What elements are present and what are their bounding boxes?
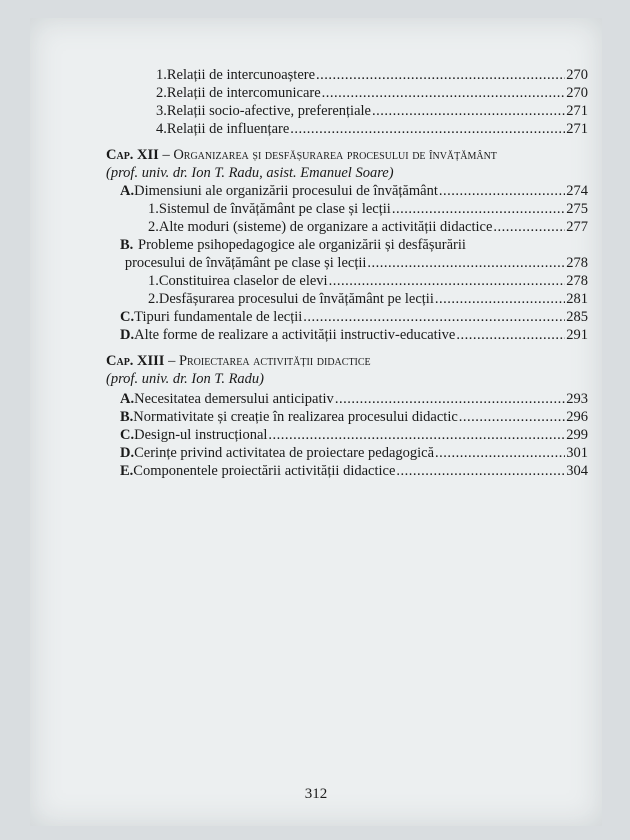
entry-label: Relații de intercunoaștere xyxy=(166,67,316,83)
entry-label: procesului de învățământ pe clase și lecții xyxy=(124,255,367,271)
entry-page: 271 xyxy=(566,121,588,137)
toc-entry xyxy=(120,182,588,200)
chapter-title: Proiectarea activității didactice xyxy=(178,353,371,369)
page-number: 312 xyxy=(304,786,328,802)
leader-dots xyxy=(456,326,565,344)
chapter-heading xyxy=(106,352,371,370)
chapter-authors: (prof. univ. dr. Ion T. Radu) xyxy=(106,371,265,387)
toc-entry xyxy=(120,462,588,480)
entry-label: Cerințe privind activitatea de proiectare pedagogică xyxy=(134,445,435,461)
entry-number: 2. xyxy=(148,219,159,235)
leader-dots xyxy=(435,290,565,308)
entry-label: Relații de intercomunicare xyxy=(166,85,321,101)
entry-page: 293 xyxy=(566,391,588,407)
entry-letter: D. xyxy=(120,327,135,343)
toc-entry xyxy=(120,444,588,462)
entry-label: Necesitatea demersului anticipativ xyxy=(134,391,334,407)
entry-page: 285 xyxy=(566,309,588,325)
entry-label: Dimensiuni ale organizării procesului de învățământ xyxy=(134,183,438,199)
leader-dots xyxy=(329,272,566,290)
entry-page: 270 xyxy=(566,85,588,101)
leader-dots xyxy=(303,308,565,326)
entry-label: Alte forme de realizare a activității instructiv-educative xyxy=(134,327,456,343)
leader-dots xyxy=(459,408,565,426)
leader-dots xyxy=(372,102,565,120)
entry-page: 291 xyxy=(566,327,588,343)
entry-page: 278 xyxy=(566,273,588,289)
entry-page: 304 xyxy=(566,463,588,479)
entry-number: 3. xyxy=(156,103,167,119)
entry-label: Normativitate și creație în realizarea procesului didactic xyxy=(133,409,458,425)
entry-label: Probleme psihopedagogice ale organizării și desfășurării xyxy=(138,237,466,253)
leader-dots xyxy=(316,66,565,84)
leader-dots xyxy=(439,182,565,200)
entry-label: Design-ul instrucțional xyxy=(134,427,268,443)
entry-label: Tipuri fundamentale de lecții xyxy=(134,309,303,325)
toc-entry-continued xyxy=(120,254,588,272)
toc-entry xyxy=(156,84,588,102)
leader-dots xyxy=(367,254,565,272)
entry-number: 2. xyxy=(148,291,159,307)
leader-dots xyxy=(322,84,566,102)
entry-page: 301 xyxy=(566,445,588,461)
chapter-heading xyxy=(106,146,497,164)
leader-dots xyxy=(335,390,565,408)
entry-number: 1. xyxy=(148,201,159,217)
entry-label: Relații de influențare xyxy=(166,121,290,137)
toc-entry xyxy=(120,426,588,444)
entry-letter: C. xyxy=(120,309,135,325)
toc-entry xyxy=(120,408,588,426)
entry-page: 278 xyxy=(566,255,588,271)
chapter-authors: (prof. univ. dr. Ion T. Radu, asist. Emanuel Soare) xyxy=(106,165,394,181)
leader-dots xyxy=(268,426,565,444)
entry-label: Componentele proiectării activității didactice xyxy=(133,463,396,479)
entry-page: 270 xyxy=(566,67,588,83)
entry-number: 1. xyxy=(148,273,159,289)
entry-letter: A. xyxy=(120,391,135,407)
entry-page: 296 xyxy=(566,409,588,425)
toc-entry xyxy=(156,66,588,84)
entry-label: Alte moduri (sisteme) de organizare a activității didactice xyxy=(158,219,493,235)
entry-page: 277 xyxy=(566,219,588,235)
leader-dots xyxy=(392,200,565,218)
toc-entry xyxy=(148,290,588,308)
chapter-dash: – xyxy=(158,147,174,163)
book-page xyxy=(30,18,602,826)
leader-dots xyxy=(396,462,565,480)
entry-page: 271 xyxy=(566,103,588,119)
entry-letter: B. xyxy=(120,237,134,253)
toc-entry xyxy=(120,236,588,254)
entry-label: Constituirea claselor de elevi xyxy=(158,273,328,289)
entry-page: 274 xyxy=(566,183,588,199)
chapter-number: Cap. XIII xyxy=(106,353,165,369)
toc-entry xyxy=(120,308,588,326)
toc-entry xyxy=(148,272,588,290)
toc-entry xyxy=(156,102,588,120)
toc-entry xyxy=(120,390,588,408)
entry-number: 4. xyxy=(156,121,167,137)
leader-dots xyxy=(435,444,565,462)
entry-letter: C. xyxy=(120,427,135,443)
toc-entry xyxy=(156,120,588,138)
entry-number: 2. xyxy=(156,85,167,101)
chapter-dash: – xyxy=(164,353,179,369)
entry-label: Sistemul de învățământ pe clase și lecții xyxy=(158,201,391,217)
entry-label: Desfășurarea procesului de învățământ pe lecții xyxy=(158,291,434,307)
toc-entry xyxy=(148,200,588,218)
toc-entry xyxy=(148,218,588,236)
entry-letter: E. xyxy=(120,463,134,479)
toc-entry xyxy=(120,326,588,344)
entry-letter: B. xyxy=(120,409,134,425)
entry-page: 275 xyxy=(566,201,588,217)
entry-label: Relații socio-afective, preferențiale xyxy=(166,103,371,119)
entry-number: 1. xyxy=(156,67,167,83)
leader-dots xyxy=(493,218,565,236)
entry-page: 299 xyxy=(566,427,588,443)
chapter-title: Organizarea și desfășurarea procesului de învățământ xyxy=(173,147,497,163)
chapter-number: Cap. XII xyxy=(106,147,159,163)
entry-letter: A. xyxy=(120,183,135,199)
entry-letter: D. xyxy=(120,445,135,461)
entry-page: 281 xyxy=(566,291,588,307)
leader-dots xyxy=(290,120,565,138)
